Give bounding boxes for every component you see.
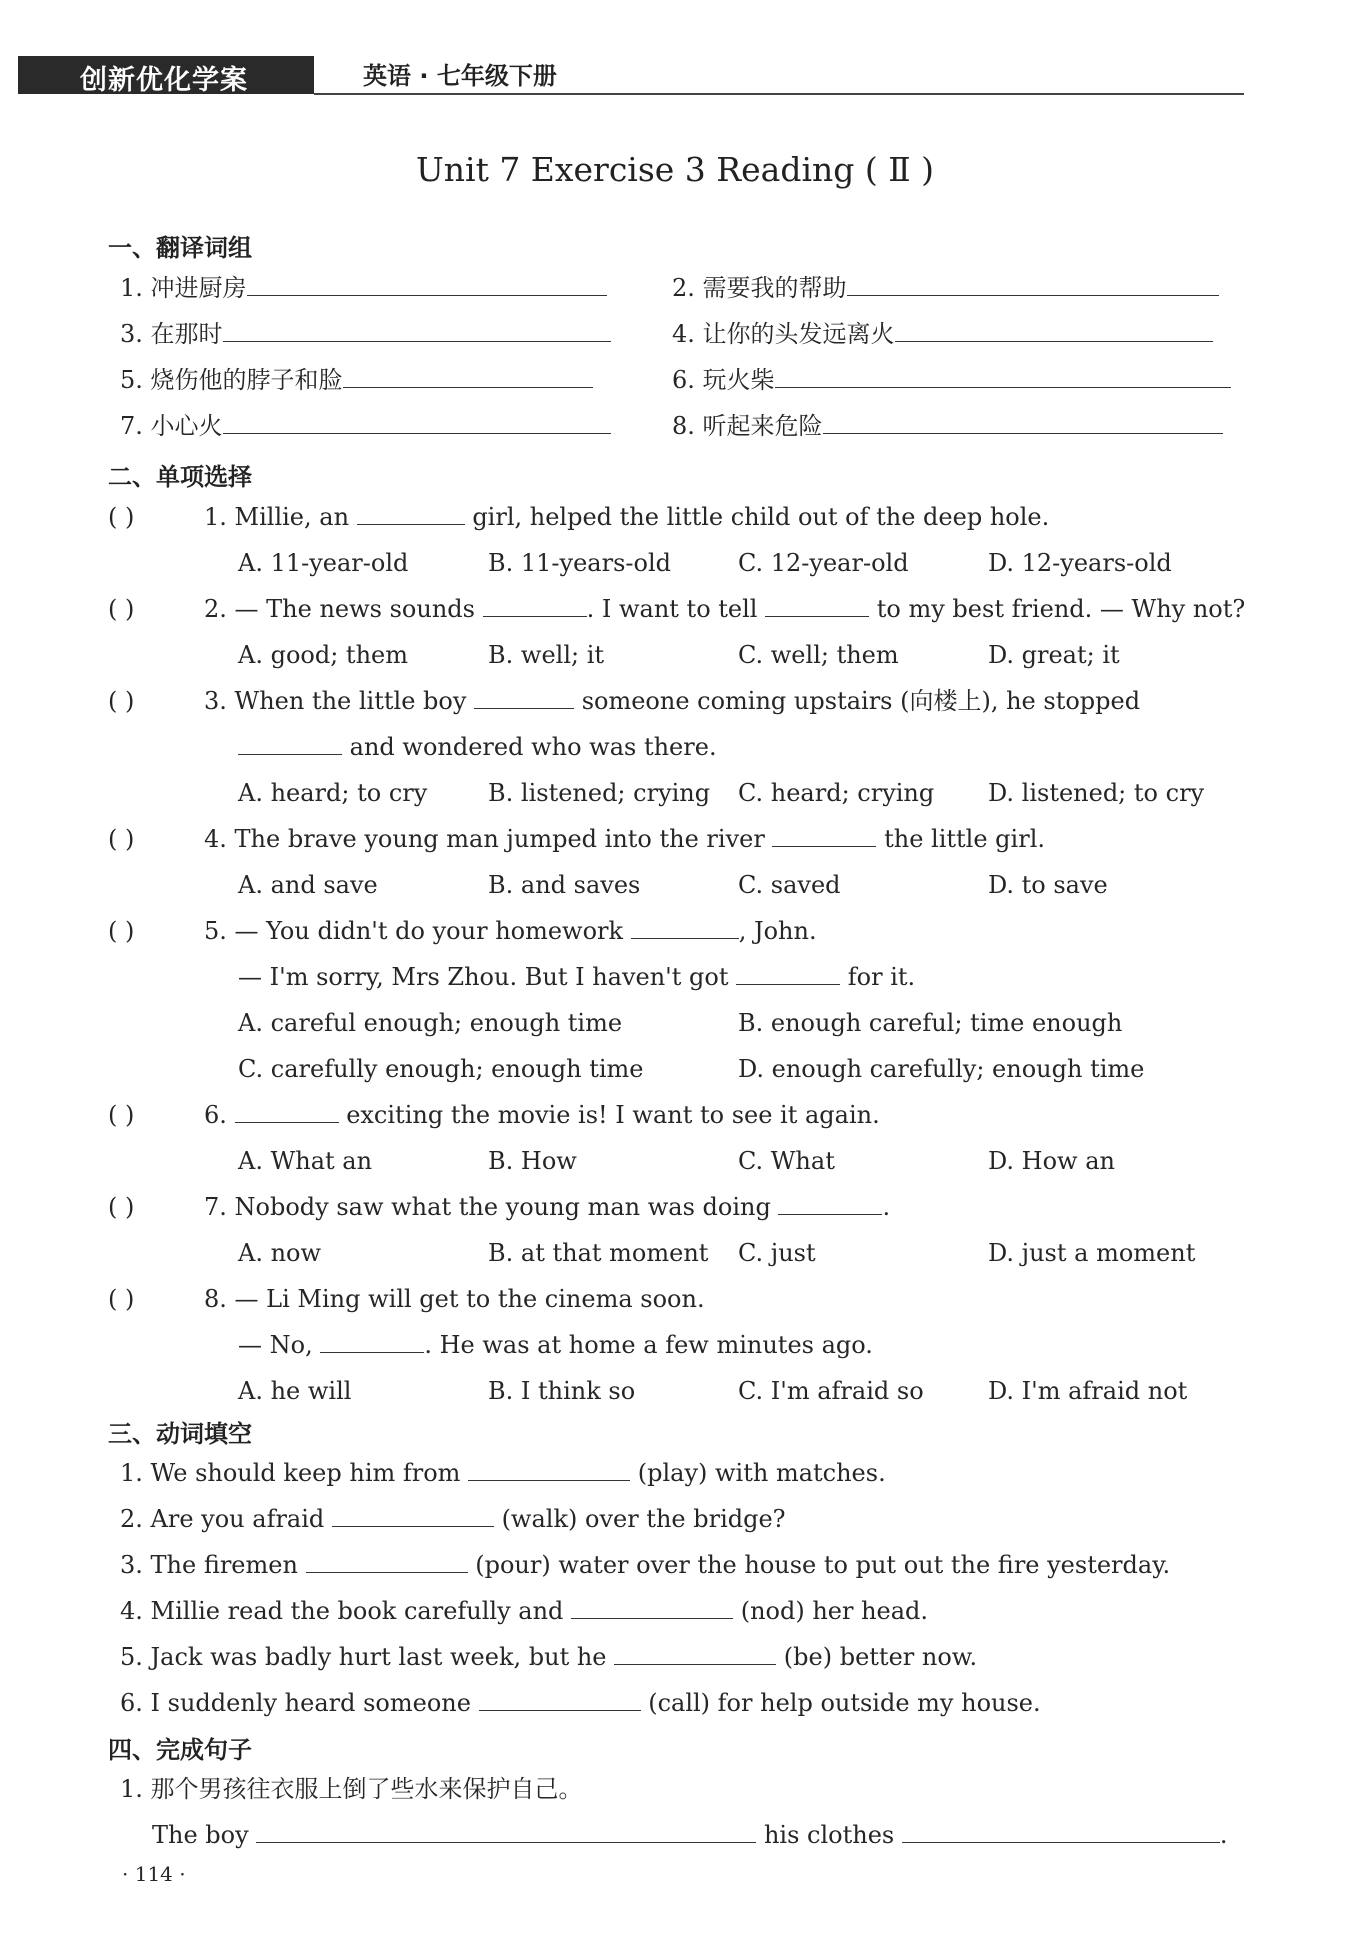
- question-4: 4. The brave young man jumped into the river the little girl.: [204, 825, 1045, 853]
- question-6: 6. exciting the movie is! I want to see it again.: [204, 1101, 880, 1129]
- answer-blank: [772, 824, 876, 847]
- answer-blank[interactable]: [823, 411, 1223, 434]
- option-a[interactable]: A. heard; to cry: [238, 779, 428, 807]
- phrase-item-3: 3. 在那时: [120, 319, 611, 349]
- option-c[interactable]: C. I'm afraid so: [738, 1377, 924, 1405]
- answer-bracket[interactable]: ( ): [108, 503, 135, 531]
- option-d[interactable]: D. great; it: [988, 641, 1120, 669]
- option-d[interactable]: D. to save: [988, 871, 1108, 899]
- answer-blank[interactable]: [223, 411, 611, 434]
- question-3: 3. When the little boy someone coming upstairs (向楼上), he stopped: [204, 687, 1141, 715]
- answer-blank[interactable]: [895, 319, 1213, 342]
- option-d[interactable]: D. just a moment: [988, 1239, 1196, 1267]
- answer-bracket[interactable]: ( ): [108, 687, 135, 715]
- answer-blank[interactable]: [468, 1458, 630, 1481]
- question-7: 7. Nobody saw what the young man was doing .: [204, 1193, 891, 1221]
- option-c[interactable]: C. just: [738, 1239, 816, 1267]
- option-b[interactable]: B. listened; crying: [488, 779, 711, 807]
- option-a[interactable]: A. 11-year-old: [238, 549, 409, 577]
- brand-logo: 创新优化学案: [80, 65, 248, 96]
- page-title: Unit 7 Exercise 3 Reading ( Ⅱ ): [415, 150, 935, 189]
- answer-blank: [631, 916, 739, 939]
- option-b[interactable]: B. 11-years-old: [488, 549, 671, 577]
- option-d[interactable]: D. How an: [988, 1147, 1115, 1175]
- phrase-item-1: 1. 冲进厨房: [120, 273, 607, 303]
- answer-blank: [238, 732, 342, 755]
- section-1-heading: 一、翻译词组: [108, 234, 252, 262]
- option-c[interactable]: C. heard; crying: [738, 779, 935, 807]
- option-c[interactable]: C. saved: [738, 871, 841, 899]
- answer-blank[interactable]: [571, 1596, 733, 1619]
- option-d[interactable]: D. 12-years-old: [988, 549, 1172, 577]
- option-c[interactable]: C. What: [738, 1147, 835, 1175]
- option-d[interactable]: D. I'm afraid not: [988, 1377, 1188, 1405]
- answer-blank[interactable]: [247, 273, 607, 296]
- section-2-heading: 二、单项选择: [108, 463, 252, 491]
- page-header: [18, 52, 1323, 104]
- answer-blank[interactable]: [223, 319, 611, 342]
- option-b[interactable]: B. well; it: [488, 641, 605, 669]
- section-3-heading: 三、动词填空: [108, 1420, 252, 1448]
- answer-blank[interactable]: [847, 273, 1219, 296]
- option-a[interactable]: A. good; them: [238, 641, 408, 669]
- answer-blank: [736, 962, 840, 985]
- answer-blank: [320, 1330, 424, 1353]
- answer-bracket[interactable]: ( ): [108, 917, 135, 945]
- answer-blank: [474, 686, 574, 709]
- question-1: 1. Millie, an girl, helped the little child out of the deep hole.: [204, 503, 1050, 531]
- question-8-reply: — No, . He was at home a few minutes ago.: [238, 1331, 873, 1359]
- phrase-item-5: 5. 烧伤他的脖子和脸: [120, 365, 593, 395]
- phrase-item-2: 2. 需要我的帮助: [672, 273, 1219, 303]
- option-b[interactable]: B. I think so: [488, 1377, 636, 1405]
- question-5-reply: — I'm sorry, Mrs Zhou. But I haven't got for it.: [238, 963, 916, 991]
- phrase-item-4: 4. 让你的头发远离火: [672, 319, 1213, 349]
- option-b[interactable]: B. at that moment: [488, 1239, 709, 1267]
- option-b[interactable]: B. enough careful; time enough: [738, 1009, 1123, 1037]
- answer-blank: [357, 502, 465, 525]
- option-d[interactable]: D. enough carefully; enough time: [738, 1055, 1145, 1083]
- answer-blank: [235, 1100, 339, 1123]
- answer-blank: [483, 594, 587, 617]
- sentence-item-1: The boy his clothes .: [152, 1821, 1228, 1849]
- option-a[interactable]: A. he will: [238, 1377, 352, 1405]
- answer-blank[interactable]: [479, 1688, 641, 1711]
- verb-item-5: 5. Jack was badly hurt last week, but he (be) better now.: [120, 1643, 978, 1671]
- verb-item-2: 2. Are you afraid (walk) over the bridge?: [120, 1505, 786, 1533]
- sentence-item-1-chinese: 1. 那个男孩往衣服上倒了些水来保护自己。: [120, 1775, 583, 1803]
- question-2: 2. — The news sounds . I want to tell to my best friend. — Why not?: [204, 595, 1246, 623]
- page-number: · 114 ·: [122, 1862, 186, 1886]
- answer-bracket[interactable]: ( ): [108, 825, 135, 853]
- answer-blank: [765, 594, 869, 617]
- question-5: 5. — You didn't do your homework , John.: [204, 917, 817, 945]
- phrase-item-6: 6. 玩火柴: [672, 365, 1231, 395]
- answer-bracket[interactable]: ( ): [108, 1285, 135, 1313]
- option-a[interactable]: A. and save: [238, 871, 378, 899]
- answer-blank[interactable]: [775, 365, 1231, 388]
- phrase-item-8: 8. 听起来危险: [672, 411, 1223, 441]
- option-a[interactable]: A. careful enough; enough time: [238, 1009, 623, 1037]
- option-a[interactable]: A. now: [238, 1239, 322, 1267]
- answer-blank[interactable]: [256, 1820, 756, 1843]
- option-c[interactable]: C. well; them: [738, 641, 899, 669]
- verb-item-4: 4. Millie read the book carefully and (nod) her head.: [120, 1597, 929, 1625]
- verb-item-6: 6. I suddenly heard someone (call) for help outside my house.: [120, 1689, 1041, 1717]
- answer-blank[interactable]: [902, 1820, 1220, 1843]
- option-a[interactable]: A. What an: [238, 1147, 373, 1175]
- answer-blank[interactable]: [343, 365, 593, 388]
- subject-label: 英语 · 七年级下册: [363, 62, 557, 90]
- option-c[interactable]: C. carefully enough; enough time: [238, 1055, 644, 1083]
- header-divider: [314, 93, 1244, 95]
- question-3-cont: and wondered who was there.: [238, 732, 717, 762]
- section-4-heading: 四、完成句子: [108, 1736, 252, 1764]
- verb-item-1: 1. We should keep him from (play) with matches.: [120, 1459, 886, 1487]
- answer-blank[interactable]: [614, 1642, 776, 1665]
- answer-blank[interactable]: [306, 1550, 468, 1573]
- answer-blank: [778, 1192, 882, 1215]
- answer-bracket[interactable]: ( ): [108, 1101, 135, 1129]
- verb-item-3: 3. The firemen (pour) water over the house to put out the fire yesterday.: [120, 1551, 1171, 1579]
- answer-bracket[interactable]: ( ): [108, 1193, 135, 1221]
- question-8: 8. — Li Ming will get to the cinema soon.: [204, 1285, 705, 1313]
- option-c[interactable]: C. 12-year-old: [738, 549, 909, 577]
- option-d[interactable]: D. listened; to cry: [988, 779, 1205, 807]
- answer-bracket[interactable]: ( ): [108, 595, 135, 623]
- option-b[interactable]: B. How: [488, 1147, 577, 1175]
- phrase-item-7: 7. 小心火: [120, 411, 611, 441]
- answer-blank[interactable]: [332, 1504, 494, 1527]
- option-b[interactable]: B. and saves: [488, 871, 641, 899]
